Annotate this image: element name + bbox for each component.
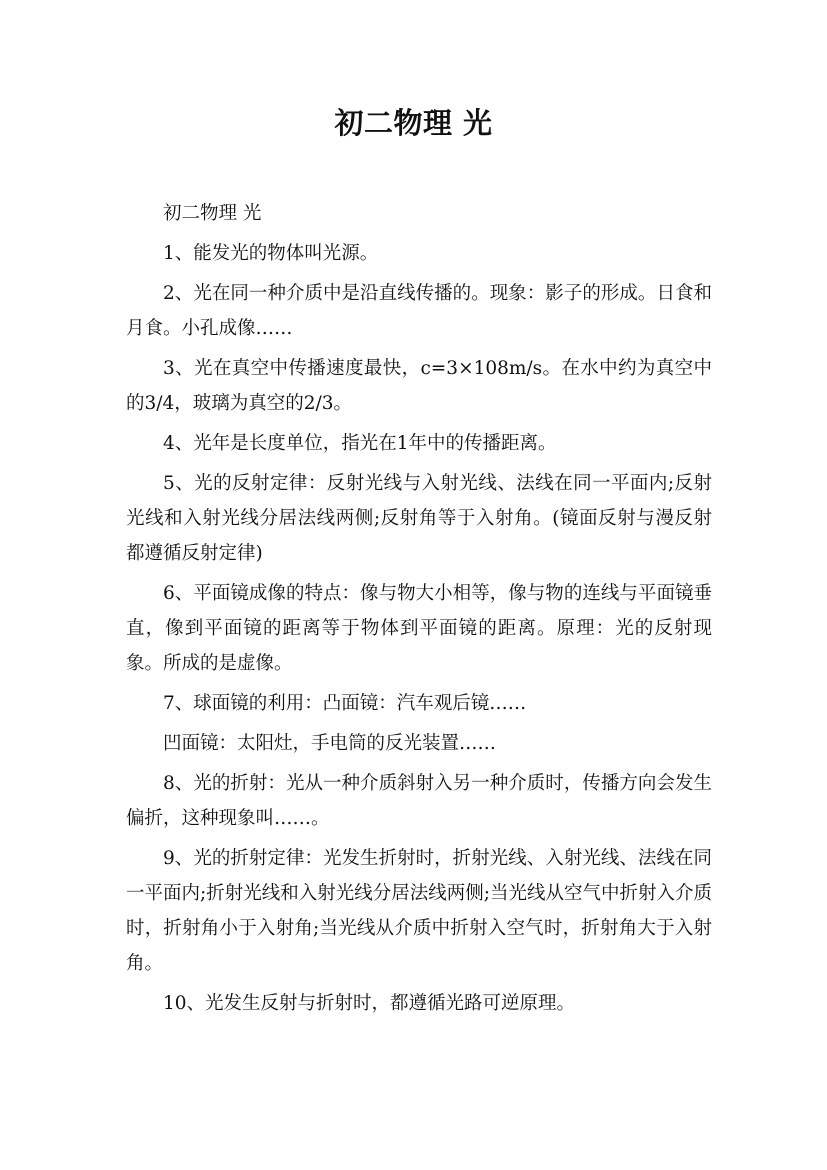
document-body — [126, 196, 712, 1026]
paragraph-9: 9、光的折射定律：光发生折射时，折射光线、入射光线、法线在同一平面内;折射光线和入射光线分居法线两侧;当光线从空气中折射入介质时，折射角小于入射角;当光线从介质中折射入空气时，折射角大于入射角。 — [126, 848, 712, 974]
paragraph-1: 1、能发光的物体叫光源。 — [163, 243, 379, 264]
paragraph-6: 6、平面镜成像的特点：像与物大小相等，像与物的连线与平面镜垂直，像到平面镜的距离等于物体到平面镜的距离。原理：光的反射现象。所成的是虚像。 — [126, 583, 712, 674]
paragraph-subtitle: 初二物理 光 — [163, 203, 262, 224]
paragraph-2: 2、光在同一种介质中是沿直线传播的。现象：影子的形成。日食和月食。小孔成像…… — [126, 283, 712, 339]
paragraph-5: 5、光的反射定律：反射光线与入射光线、法线在同一平面内;反射光线和入射光线分居法线两侧;反射角等于入射角。(镜面反射与漫反射都遵循反射定律) — [126, 473, 712, 564]
paragraph-7: 7、球面镜的利用：凸面镜：汽车观后镜…… — [163, 693, 527, 714]
document-title: 初二物理 光 — [334, 106, 493, 140]
paragraph-4: 4、光年是长度单位，指光在1年中的传播距离。 — [163, 433, 557, 454]
paragraph-3: 3、光在真空中传播速度最快，c=3×108m/s。在水中约为真空中的3/4，玻璃为真空的2/3。 — [126, 358, 712, 414]
paragraph-8: 8、光的折射：光从一种介质斜射入另一种介质时，传播方向会发生偏折，这种现象叫……。 — [126, 773, 712, 829]
paragraph-7-continued: 凹面镜：太阳灶，手电筒的反光装置…… — [163, 733, 497, 754]
paragraph-10: 10、光发生反射与折射时，都遵循光路可逆原理。 — [163, 993, 576, 1014]
